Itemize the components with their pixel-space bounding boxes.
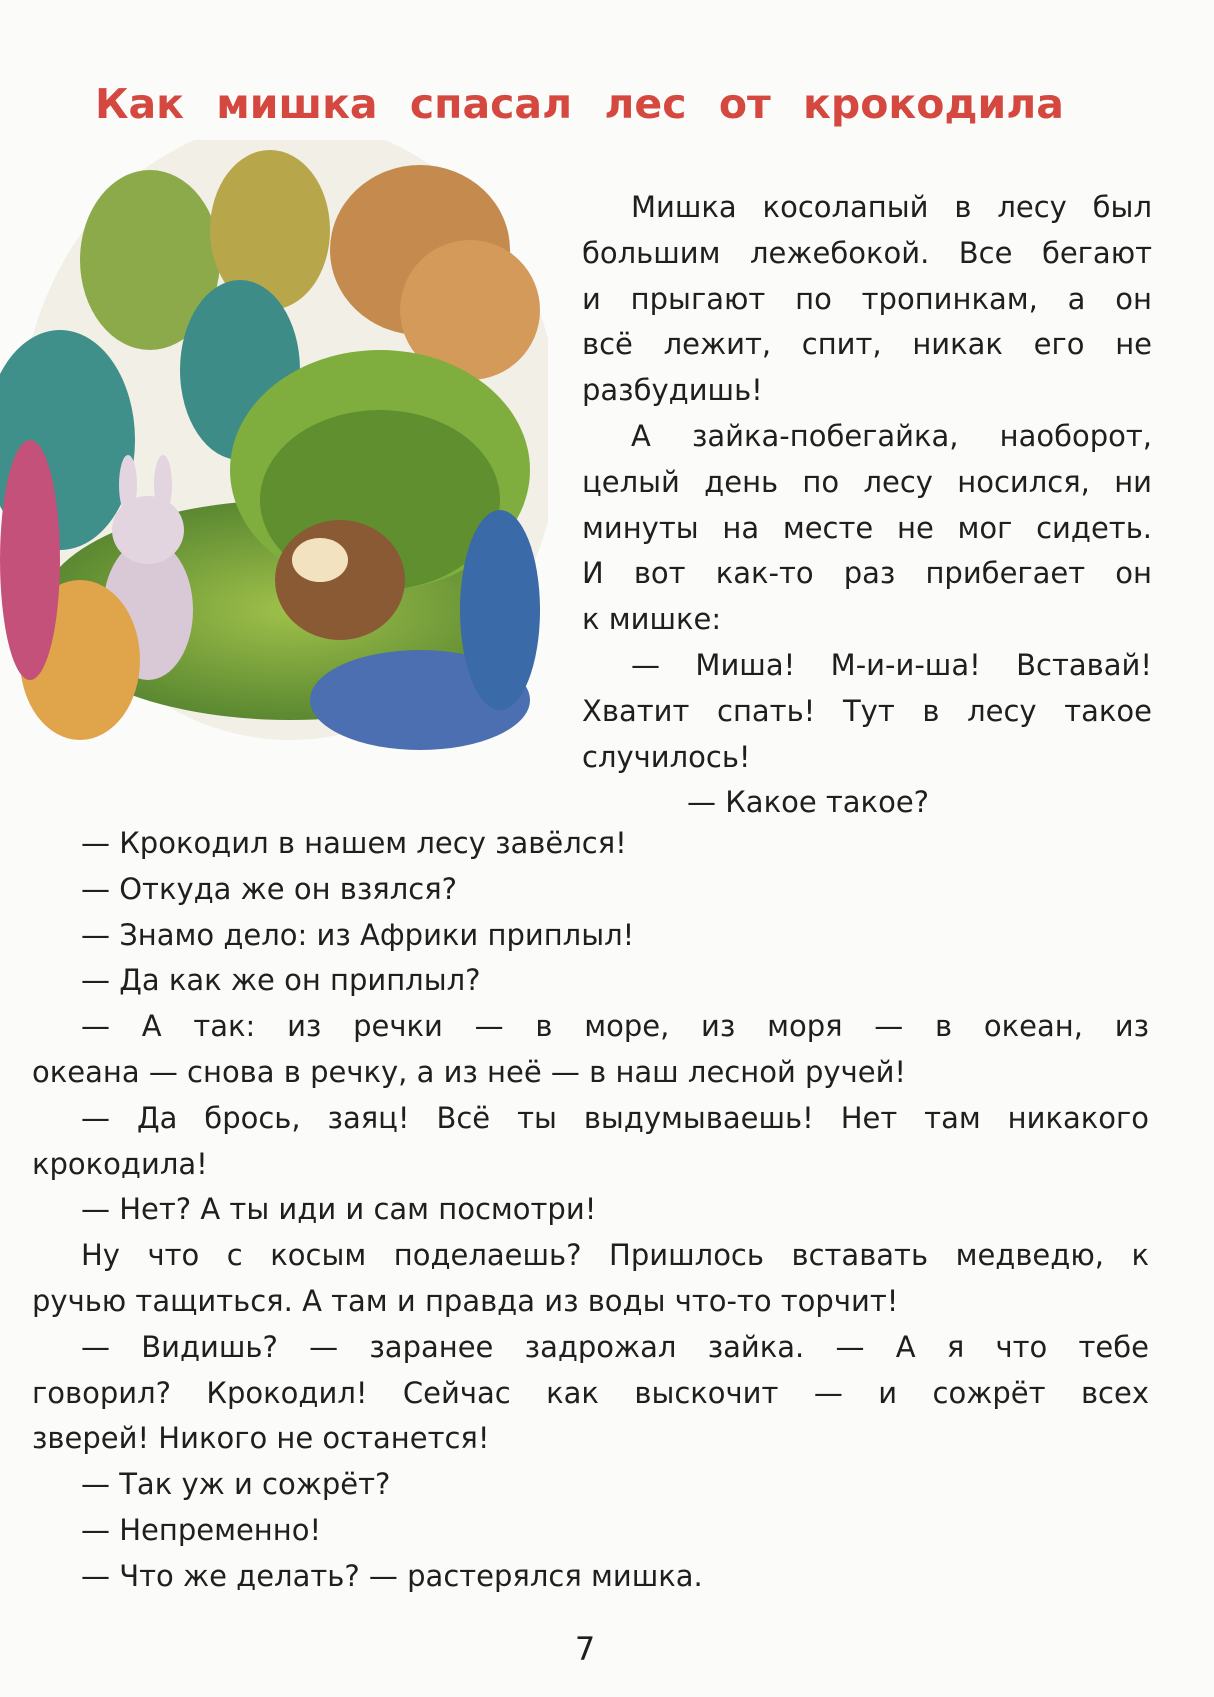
bear-and-bunny-forest-illustration xyxy=(0,140,548,750)
paragraph xyxy=(32,1554,1149,1600)
text-line: — Откуда же он взялся? xyxy=(81,871,458,906)
text-line: всё лежит, спит, никак его не xyxy=(582,327,1152,362)
text-line: — Нет? А ты иди и сам посмотри! xyxy=(81,1192,597,1227)
text-line: океана — снова в речку, а из неё — в наш лесной ручей! xyxy=(32,1054,907,1089)
text-line: Ну что с косым поделаешь? Пришлось вставать медведю, к xyxy=(81,1238,1149,1273)
text-line: случилось! xyxy=(582,739,751,774)
page-number: 7 xyxy=(574,1630,596,1668)
paragraph xyxy=(32,1325,1149,1462)
paragraph xyxy=(32,1096,1149,1188)
text-line: — Видишь? — заранее задрожал зайка. — А я что тебе xyxy=(81,1329,1149,1364)
full-width-text xyxy=(32,821,1149,1600)
text-line: — Крокодил в нашем лесу завёлся! xyxy=(81,826,627,860)
right-text-column xyxy=(582,185,1152,826)
text-line: — Какое такое? xyxy=(687,785,930,820)
paragraph xyxy=(32,1004,1149,1096)
text-line: — Что же делать? — растерялся мишка. xyxy=(81,1558,703,1593)
paragraph xyxy=(32,958,1149,1004)
paragraph xyxy=(582,414,1152,643)
text-line: — Знамо дело: из Африки приплыл! xyxy=(81,917,635,952)
text-line: большим лежебокой. Все бегают xyxy=(582,235,1152,270)
text-line: — Миша! М-и-и-ша! Вставай! xyxy=(631,647,1152,682)
text-line: — Непременно! xyxy=(81,1512,322,1547)
text-line: к мишке: xyxy=(582,602,722,637)
text-line: — Да как же он приплыл? xyxy=(81,963,481,998)
story-title: Как мишка спасал лес от крокодила xyxy=(95,80,1064,128)
text-line: И вот как-то раз прибегает он xyxy=(582,556,1152,591)
text-line: — А так: из речки — в море, из моря — в океан, из xyxy=(81,1009,1149,1044)
paragraph xyxy=(582,185,1152,414)
text-line: зверей! Никого не останется! xyxy=(32,1421,490,1456)
text-line: крокодила! xyxy=(32,1146,208,1181)
paragraph xyxy=(582,780,1152,826)
text-line: — Да брось, заяц! Всё ты выдумываешь! Нет там никакого xyxy=(81,1100,1149,1135)
paragraph xyxy=(32,1462,1149,1508)
paragraph xyxy=(32,1187,1149,1233)
text-line: Мишка косолапый в лесу был xyxy=(631,190,1152,224)
text-line: А зайка-побегайка, наоборот, xyxy=(631,418,1152,453)
text-line: Хватит спать! Тут в лесу такое xyxy=(582,693,1152,728)
paragraph xyxy=(582,643,1152,780)
paragraph xyxy=(32,867,1149,913)
paragraph xyxy=(32,821,1149,867)
text-line: минуты на месте не мог сидеть. xyxy=(582,510,1152,545)
text-line: ручью тащиться. А там и правда из воды что-то торчит! xyxy=(32,1283,899,1318)
text-line: — Так уж и сожрёт? xyxy=(81,1467,391,1502)
text-line: целый день по лесу носился, ни xyxy=(582,464,1152,499)
paragraph xyxy=(32,1508,1149,1554)
paragraph xyxy=(32,1233,1149,1325)
text-line: говорил? Крокодил! Сейчас как выскочит — и сожрёт всех xyxy=(32,1375,1149,1410)
paragraph xyxy=(32,913,1149,959)
text-line: разбудишь! xyxy=(582,373,763,408)
text-line: и прыгают по тропинкам, а он xyxy=(582,281,1152,316)
